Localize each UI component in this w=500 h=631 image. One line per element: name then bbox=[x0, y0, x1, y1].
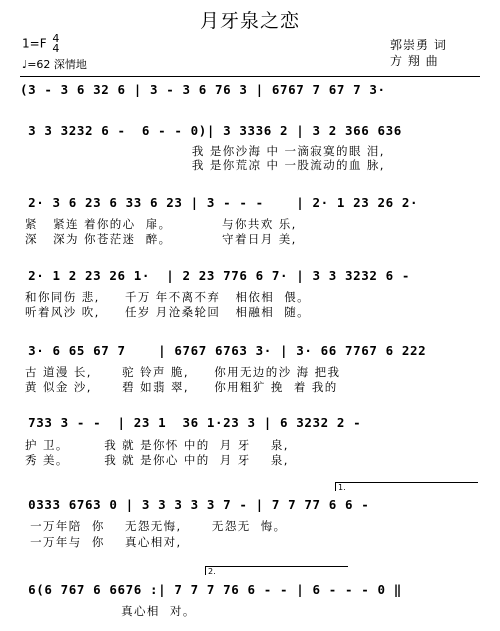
tempo-text: =62 深情地 bbox=[27, 58, 87, 71]
key-signature bbox=[22, 34, 59, 54]
line-1-top-rule bbox=[20, 76, 480, 77]
time-beats: 4 bbox=[52, 32, 60, 45]
lyric-line-2-verse-2: 我 是你荒凉 中 一股流动的血 脉, bbox=[20, 158, 385, 172]
lyricist-credit: 郭崇勇 词 bbox=[390, 38, 447, 52]
notation-line-2: 3 3 3232 6 - 6 - - 0)| 3 3336 2 | 3 2 366 636 bbox=[20, 123, 411, 138]
notation-line-3: 2· 3 6 23 6 33 6 23 | 3 - - - | 2· 1 23 26 2· bbox=[20, 195, 427, 210]
lyric-line-7-verse-1: 一万年陪 你 无怨无悔, 无怨无 悔。 bbox=[20, 519, 287, 533]
tempo-marking bbox=[22, 56, 87, 72]
notation-line-8: 6(6 767 6 6676 :| 7 7 7 76 6 - - | 6 - - - 0 ‖ bbox=[20, 582, 402, 597]
lyric-line-5-verse-1: 古 道漫 长, 驼 铃声 脆, 你用无边的沙 海 把我 bbox=[20, 365, 341, 379]
time-signature bbox=[52, 34, 59, 54]
notation-line-4: 2· 1 2 23 26 1· | 2 23 776 6 7· | 3 3 3232 6 - bbox=[20, 268, 419, 283]
composer-credit: 方 翔 曲 bbox=[390, 54, 439, 68]
notation-line-5: 3· 6 65 67 7 | 6767 6763 3· | 3· 66 7767 6 222 bbox=[20, 343, 435, 358]
key-label: 1=F bbox=[22, 36, 47, 51]
time-unit: 4 bbox=[52, 42, 60, 55]
volta-second-ending: 2. bbox=[205, 566, 348, 575]
notation-line-1: (3 - 3 6 32 6 | 3 - 3 6 76 3 | 6767 7 67 7 3· bbox=[20, 82, 394, 97]
lyric-line-4-verse-2: 听着风沙 吹, 任岁 月沧桑轮回 相融相 随。 bbox=[20, 305, 311, 319]
lyric-line-6-verse-1: 护 卫。 我 就 是你怀 中的 月 牙 泉, bbox=[20, 438, 289, 452]
lyric-line-6-verse-2: 秀 美。 我 就 是你心 中的 月 牙 泉, bbox=[20, 453, 289, 467]
lyric-line-5-verse-2: 黄 似金 沙, 碧 如翡 翠, 你用粗犷 挽 着 我的 bbox=[20, 380, 338, 394]
lyric-line-3-verse-2: 深 深为 你苍茫迷 醉。 守着日月 美, bbox=[20, 232, 297, 246]
lyric-line-2-verse-1: 我 是你沙海 中 一滴寂寞的眼 泪, bbox=[20, 144, 385, 158]
quarter-note-icon: ♩ bbox=[22, 58, 28, 71]
song-title: 月牙泉之恋 bbox=[199, 10, 300, 32]
lyric-line-7-verse-2: 一万年与 你 真心相对, bbox=[20, 535, 182, 549]
lyric-line-3-verse-1: 紧 紧连 着你的心 扉。 与你共欢 乐, bbox=[20, 217, 297, 231]
notation-line-6: 733 3 - - | 23 1 36 1·23 3 | 6 3232 2 - bbox=[20, 415, 370, 430]
lyric-line-8-verse-1: 真心相 对。 bbox=[20, 604, 196, 618]
lyric-line-4-verse-1: 和你同伤 悲, 千万 年不离不弃 相依相 偎。 bbox=[20, 290, 311, 304]
volta-first-ending: 1. bbox=[335, 482, 478, 491]
notation-line-7: 0333 6763 0 | 3 3 3 3 3 7 - | 7 7 77 6 6 - bbox=[20, 497, 378, 512]
